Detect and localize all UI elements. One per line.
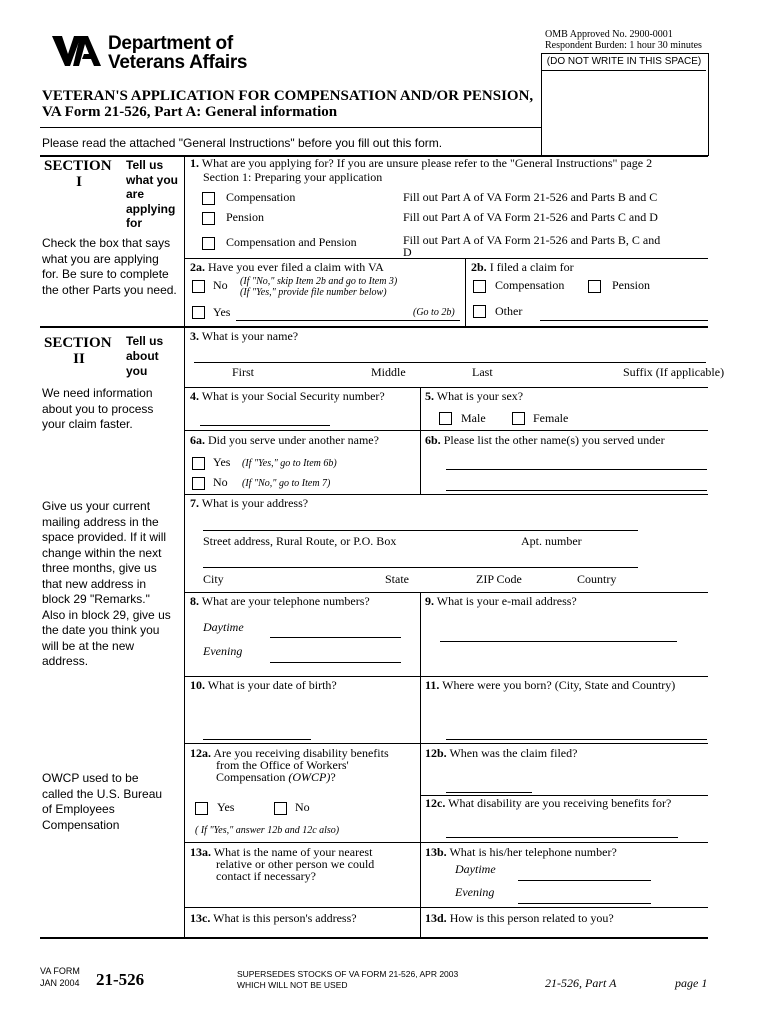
section-2-help-owcp: OWCP used to be called the U.S. Bureau of Employees Compensation: [42, 771, 163, 832]
other-name-yes-label: Yes: [213, 455, 231, 469]
go-to-2b-note: (Go to 2b): [413, 307, 455, 318]
item-8-question: 8. What are your telephone numbers?: [190, 594, 370, 608]
owcp-yes-checkbox[interactable]: [195, 802, 208, 815]
filed-other-checkbox[interactable]: [473, 305, 486, 318]
other-names-line-1[interactable]: [446, 469, 707, 470]
contact-evening-line[interactable]: [518, 903, 651, 904]
country-label: Country: [577, 572, 617, 586]
phone-daytime-label: Daytime: [203, 620, 244, 634]
phone-daytime-line[interactable]: [270, 637, 401, 638]
footer-part: 21-526, Part A: [545, 976, 617, 990]
section-2-help-address: Give us your current mailing address in the space provided. If it will change within the next three months, give us that new address in block 29 "Remarks." Also in block 29, give us the date you think you will be at the new address.: [42, 499, 171, 668]
phone-evening-line[interactable]: [270, 662, 401, 663]
section-1-number: I: [76, 174, 82, 190]
name-last-label: Last: [472, 365, 493, 379]
item-13a-question-line3: contact if necessary?: [216, 869, 316, 883]
claim-filed-date-line[interactable]: [446, 792, 532, 793]
item-12c-question: 12c. What disability are you receiving benefits for?: [425, 796, 672, 810]
footer-supersedes-1: SUPERSEDES STOCKS OF VA FORM 21-526, APR 2003: [237, 969, 459, 979]
other-name-yes-note: (If "Yes," go to Item 6b): [242, 458, 337, 469]
general-instructions-note: Please read the attached "General Instructions" before you fill out this form.: [42, 136, 443, 150]
office-use-box: [541, 53, 709, 156]
footer-va-form: VA FORM: [40, 966, 80, 976]
city-state-line[interactable]: [203, 567, 638, 568]
birthplace-line[interactable]: [446, 739, 707, 740]
item-7-question: 7. What is your address?: [190, 496, 309, 510]
other-name-yes-checkbox[interactable]: [192, 457, 205, 470]
section-2-help-intro: We need information about you to process your claim faster.: [42, 386, 154, 431]
filed-compensation-checkbox[interactable]: [473, 280, 486, 293]
sex-female-checkbox[interactable]: [512, 412, 525, 425]
other-name-no-note: (If "No," go to Item 7): [242, 478, 331, 489]
prior-claim-no-label: No: [213, 278, 228, 292]
name-suffix-label: Suffix (If applicable): [623, 365, 725, 379]
prior-claim-no-note: (If "No," skip Item 2b and go to Item 3): [240, 276, 398, 287]
zip-label: ZIP Code: [476, 572, 522, 586]
prior-claim-yes-checkbox[interactable]: [192, 306, 205, 319]
name-middle-label: Middle: [371, 365, 406, 379]
item-2b-question: 2b. I filed a claim for: [471, 260, 574, 274]
footer-supersedes-2: WHICH WILL NOT BE USED: [237, 980, 348, 990]
item-13a-question-line2: relative or other person we could: [216, 857, 375, 871]
contact-evening-label: Evening: [455, 885, 495, 899]
item-13d-question: 13d. How is this person related to you?: [425, 911, 614, 925]
item-12a-question: 12a. Are you receiving disability benefits: [190, 746, 389, 760]
compensation-and-pension-checkbox[interactable]: [202, 237, 215, 250]
item-5-question: 5. What is your sex?: [425, 389, 524, 403]
ssn-input-line[interactable]: [200, 425, 330, 426]
item-9-question: 9. What is your e-mail address?: [425, 594, 577, 608]
section-2-tagline: Tell us about you: [126, 334, 164, 378]
section-1-tagline: Tell us what you are applying for: [126, 158, 179, 230]
item-3-question: 3. What is your name?: [190, 329, 299, 343]
section-2-label: SECTION: [44, 335, 112, 351]
prior-claim-yes-label: Yes: [213, 305, 231, 319]
section-1-label: SECTION: [44, 158, 112, 174]
item-2a-question: 2a. Have you ever filed a claim with VA: [190, 260, 384, 274]
dob-line[interactable]: [203, 739, 311, 740]
state-label: State: [385, 572, 409, 586]
va-logo: [52, 34, 102, 68]
item-13b-question: 13b. What is his/her telephone number?: [425, 845, 617, 859]
footer-page: page 1: [675, 976, 708, 990]
section-1-help: Check the box that says what you are applying for. Be sure to complete the other Parts you need.: [42, 236, 177, 297]
owcp-yes-note: ( If "Yes," answer 12b and 12c also): [195, 825, 340, 836]
agency-name-line2: Veterans Affairs: [108, 52, 248, 73]
pension-label: Pension: [226, 210, 265, 224]
prior-claim-no-checkbox[interactable]: [192, 280, 205, 293]
item-4-question: 4. What is your Social Security number?: [190, 389, 385, 403]
form-title: VETERAN'S APPLICATION FOR COMPENSATION AND/OR PENSION,: [42, 88, 534, 104]
file-number-line[interactable]: [540, 320, 708, 321]
compensation-checkbox[interactable]: [202, 192, 215, 205]
compensation-and-pension-label: Compensation and Pension: [226, 235, 357, 249]
pension-note: Fill out Part A of VA Form 21-526 and Parts C and D: [403, 210, 658, 224]
sex-female-label: Female: [533, 411, 569, 425]
compensation-note: Fill out Part A of VA Form 21-526 and Parts B and C: [403, 190, 658, 204]
footer-date: JAN 2004: [40, 978, 80, 988]
filed-pension-checkbox[interactable]: [588, 280, 601, 293]
omb-number: OMB Approved No. 2900-0001: [545, 29, 673, 40]
sex-male-label: Male: [461, 411, 486, 425]
phone-evening-label: Evening: [203, 644, 243, 658]
item-6a-question: 6a. Did you serve under another name?: [190, 433, 379, 447]
prior-claim-yes-note: (If "Yes," provide file number below): [240, 287, 387, 298]
disability-benefits-line[interactable]: [446, 837, 678, 838]
va-logo-icon: [52, 34, 102, 68]
other-name-no-label: No: [213, 475, 228, 489]
owcp-no-label: No: [295, 800, 310, 814]
item-1-question-line2: Section 1: Preparing your application: [203, 170, 383, 184]
apt-number-label: Apt. number: [521, 534, 582, 548]
section-2-number: II: [73, 351, 85, 367]
footer-form-number: 21-526: [96, 970, 145, 989]
owcp-no-checkbox[interactable]: [274, 802, 287, 815]
owcp-yes-label: Yes: [217, 800, 235, 814]
item-12a-question-line2: from the Office of Workers': [216, 758, 349, 772]
contact-daytime-line[interactable]: [518, 880, 651, 881]
street-address-label: Street address, Rural Route, or P.O. Box: [203, 534, 397, 548]
item-12a-question-line3: Compensation (OWCP)?: [216, 770, 336, 784]
sex-male-checkbox[interactable]: [439, 412, 452, 425]
email-line[interactable]: [440, 641, 677, 642]
item-10-question: 10. What is your date of birth?: [190, 678, 337, 692]
item-13a-question: 13a. What is the name of your nearest: [190, 845, 373, 859]
name-input-line[interactable]: [194, 362, 706, 363]
item-11-question: 11. Where were you born? (City, State and Country): [425, 678, 676, 692]
city-label: City: [203, 572, 224, 586]
filed-pension-label: Pension: [612, 278, 651, 292]
item-1-question: 1. What are you applying for? If you are unsure please refer to the "General Instructions" page 2: [190, 156, 653, 170]
other-name-no-checkbox[interactable]: [192, 477, 205, 490]
other-names-line-2[interactable]: [446, 490, 707, 491]
pension-checkbox[interactable]: [202, 212, 215, 225]
item-12b-question: 12b. When was the claim filed?: [425, 746, 578, 760]
item-6b-question: 6b. Please list the other name(s) you served under: [425, 433, 665, 447]
respondent-burden: Respondent Burden: 1 hour 30 minutes: [545, 40, 702, 51]
filed-other-label: Other: [495, 304, 523, 318]
do-not-write-label: (DO NOT WRITE IN THIS SPACE): [542, 54, 706, 71]
contact-daytime-label: Daytime: [455, 862, 496, 876]
form-subtitle: VA Form 21-526, Part A: General information: [42, 104, 338, 120]
agency-name-line1: Department of: [108, 33, 233, 54]
street-address-line[interactable]: [203, 530, 638, 531]
filed-compensation-label: Compensation: [495, 278, 565, 292]
compensation-and-pension-note: Fill out Part A of VA Form 21-526 and Parts B, C and D: [403, 233, 661, 259]
name-first-label: First: [232, 365, 255, 379]
item-13c-question: 13c. What is this person's address?: [190, 911, 357, 925]
compensation-label: Compensation: [226, 190, 296, 204]
